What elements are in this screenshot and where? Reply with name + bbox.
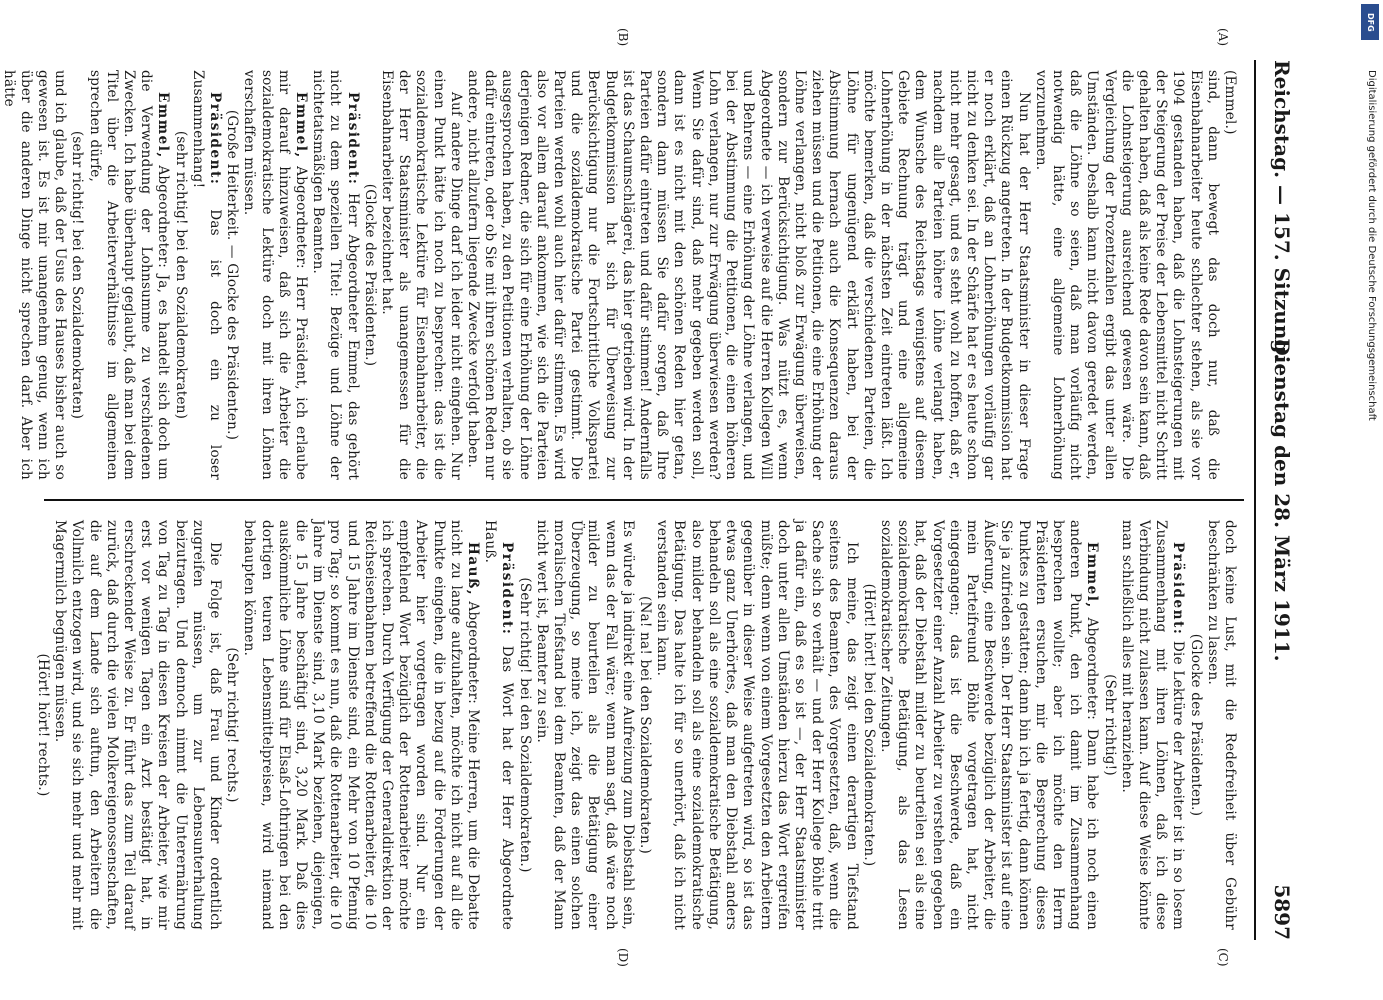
digitization-attribution: [1365, 10, 1377, 990]
page-header: [1262, 60, 1302, 940]
paragraph: [171, 70, 188, 480]
paragraph: [309, 70, 361, 480]
paragraph-text: Die Folge ist, daß Frau und Kinder ordentlich zugreifen müssen, um zur Lebensunterhaltung beizutragen. Und dennoch nimmt die Unterernährung von Tag zu Tag in diesen Kreisen der Arbeiter, wie mir erst vor wenigen Tagen ein Arzt bestätigt hat, in erschreckender Weise zu. Er führt das zum Teil darauf zurück, daß durch die vielen Molkereigenossenschaften, die auf dem Lande sich auftun, den Arbeitern die Vollmilch entzogen wird, und sie sich mehr und mehr mit Magermilch begnügen müssen.: [52, 520, 224, 930]
paragraph: [51, 520, 223, 930]
margin-marker-c: (C): [1216, 948, 1230, 967]
paragraph: [378, 70, 464, 480]
paragraph-text: sind, dann bewegt das doch nur, daß die Eisenbahnarbeiter heute schlechter stehen, als sie vor 1904 gestanden haben, daß die Lohnsteigerungen mit der Steigerung der Preise der Lebensmittel nicht Schritt gehalten haben, daß als keine Rede davon sein kann, daß die Lohnsteigerung ausreichend gewesen wäre. Die Vergleichung der Prozentzahlen ergibt das unter allen Umständen. Deshalb kann nicht davon geredet werden, daß die Löhne so seien, daß man vorläufig nicht notwendig hätte, eine allgemeine Lohnerhöhung vorzunehmen.: [1032, 70, 1221, 480]
paragraph: [515, 520, 532, 930]
paragraph-text: Abgeordneter: Dann habe ich noch einen anderen Punkt, den ich damit im Zusammenhang besprechen wollte; aber ich möchte den Herrn Präsidenten ersuchen, mir die Besprechung dieses Punktes zu gestatten; dann bin ich ja fertig, dann können Sie ja zufrieden sein. Der Herr Staatsminister ist auf eine Äußerung, eine Beschwerde bezüglich der Arbeiter, die mein Parteifreund Böhle vorgetragen hat, nicht eingegangen; das ist die Beschwerde, daß ein Vorgesetzter einer Anzahl Arbeiter zu verstehen gegeben hat, daß der Diebstahl milder zu beurteilen sei als eine sozialdemokratische Betätigung, als das Lesen sozialdemokratischer Zeitungen.: [877, 520, 1101, 930]
paragraph-text: Das Wort hat der Herr Abgeordnete Hauß.: [482, 520, 516, 930]
paragraph-text: doch keine Lust, mit die Redefreiheit über Gebühr beschränken zu lassen.: [1204, 520, 1238, 930]
attribution-text: Digitalisierung gefördert durch die Deutsche Forschungsgemeinschaft: [1366, 70, 1377, 421]
paragraph: [1100, 520, 1117, 930]
header-rule: [1254, 60, 1256, 940]
margin-marker-b: (B): [616, 28, 630, 47]
paragraph-text: Auf andere Dinge darf ich leider nicht eingehen. Nur einen Punkt hätte ich noch zu besprechen: das ist die sozialdemokratische Lektüre für Eisenbahnarbeiter, die der Herr Staatsminister als unangemessen für die Eisenbahnarbeiter bezeichnet hat.: [379, 70, 464, 480]
paragraph: [34, 520, 51, 930]
paragraph: [223, 70, 240, 480]
left-text-column: [0, 70, 1238, 480]
paragraph-text: Die Lektüre der Arbeiter ist in so losem Zusammenhang mit ihren Löhnen, daß ich diese Verbindung nicht zulassen kann. Auf diese Weise könnte man schließlich alles mit heranziehen.: [1118, 520, 1187, 930]
paragraph: [1032, 70, 1221, 480]
paragraph-text: Es würde ja indirekt eine Aufreizung zum Diebstahl sein, wenn das der Fall wäre; wenn man sagt, daß wäre noch milder zu beurteilen als die Betätigung einer Überzeugung, so meine ich, zeigt das einen solchen moralischen Tiefstand bei dem Beamten, daß der Mann nicht wert ist, Beamter zu sein.: [533, 520, 636, 930]
paragraph-text: Ich meine, das zeigt einen derartigen Tiefstand seitens des Beamten, des Vorgesetzten, daß, wenn die Sache sich so verhält — und der Herr Kollege Böhle tritt ja dafür ein, daß es so ist —, der Herr Staatsminister doch unter allen Umständen hierzu das Wort ergreifen müßte; denn wenn von einem Vorgesetzten den Arbeitern gegenüber in dieser Weise aufgetreten wird, so ist das etwas ganz Unerhörtes, daß man den Diebstahl anders behandeln soll als eine sozialdemokratische Betätigung, also milder behandeln soll als eine sozialdemokratische Betätigung. Das halte ich für so unerhört, daß ich nicht verstanden sein kann.: [654, 520, 860, 930]
paragraph-text: Nun hat der Herr Staatsminister in dieser Frage einen Rückzug angetreten. In der Budgetkommission hat er noch erklärt, daß an Lohnerhöhungen vorläufig gar nicht zu denken sei. In der Schärfe hat er es heute schon nicht mehr gesagt, und es steht wohl zu hoffen, daß er, nachdem alle Parteien höhere Löhne verlangt haben, dem Wunsche des Reichstags wenigstens auf diesem Gebiete Rechnung trägt und eine allgemeine Lohnerhöhung in der nächsten Zeit eintreten läßt. Ich möchte bemerken, daß die verschiedenen Parteien, die Löhne für ungenügend erklärt haben, bei der Abstimmung hernach auch die Konsequenzen daraus ziehen müssen und die Petitionen, die eine Erhöhung der Löhne verlangen, nicht bloß zur Erwägung überweisen, sondern zur Berücksichtigung. Was nützt es, wenn Abgeordnete — ich verweise auf die Herren Kollegen Will und Behrens — eine Erhöhung der Löhne verlangen, und bei der Abstimmung die Petitionen, die einen höheren Lohn verlangen, nur zur Erwägung überwiesen werden? Wenn Sie dafür sind, daß mehr gegeben werden soll, dann ist es nicht mit den schönen Reden hier getan, sondern dann müssen Sie dafür sorgen, daß Ihre Parteien dafür eintreten und dafür stimmen! Andernfalls ist das Schaumschlägerei, das hier getrieben wird. In der Budgetkommission hat sich für Überweisung zur Berücksichtigung nur die Fortschrittliche Volkspartei und die sozialdemokratische Partei gestimmt. Die Parteien werden wohl auch hier dafür stimmen. Es wird also vor allem darauf ankommen, wie sich die Parteien derjenigen Redner, die sich für eine Erhöhung der Löhne ausgesprochen haben, zu den Petitionen verhalten, ob sie dafür eintreten, oder ob Sie mit ihren schönen Reden nur andere, nicht allzufern liegende Zwecke verfolgt haben.: [465, 70, 1032, 480]
paragraph: [240, 70, 309, 480]
margin-marker-a: (A): [1216, 28, 1230, 47]
paragraph: [481, 520, 515, 930]
paragraph-text: (Sehr richtig!): [1101, 674, 1118, 776]
paragraph-text: (Hört! hört! bei den Sozialdemokraten.): [860, 583, 877, 867]
paragraph: [223, 520, 240, 930]
paragraph: [68, 70, 85, 480]
paragraph-text: (Na! na! bei den Sozialdemokraten.): [637, 596, 654, 854]
paragraph: [189, 70, 223, 480]
page-number: 5897: [1270, 884, 1294, 940]
paragraph: [877, 520, 1101, 930]
speaker-name: Emmel,: [1084, 542, 1101, 609]
speaker-name: Präsident:: [499, 542, 516, 636]
right-text-column: [34, 520, 1238, 930]
paragraph-text: Abgeordneter: Ja, es handelt sich doch um die Verwendung der Lohnsumme zu verschiedenen Zwecken. Ich habe überhaupt geglaubt, daß man bei dem Titel über die Arbeiterverhältnisse im allgemeinen sprechen dürfe,: [86, 70, 172, 480]
paragraph-text: (Große Heiterkeit. — Glocke des Präsidenten.): [224, 109, 241, 441]
paragraph: [1186, 520, 1203, 930]
paragraph-text: (sehr richtig! bei den Sozialdemokraten): [69, 130, 86, 420]
paragraph: [240, 520, 481, 930]
paragraph: [1118, 520, 1187, 930]
paragraph: [85, 70, 171, 480]
paragraph: [361, 70, 378, 480]
speaker-name: Präsident:: [1170, 542, 1187, 636]
paragraph: [860, 520, 877, 930]
margin-marker-d: (D): [616, 948, 630, 967]
paragraph: [1204, 520, 1238, 930]
paragraph-text: Herr Abgeordneter Emmel, das gehört nicht zu dem speziellen Titel: Bezüge und Löhne der nichtetatsmäßigen Beamten.: [310, 70, 361, 480]
paragraph: [653, 520, 859, 930]
paragraph-text: (Glocke des Präsidenten.): [361, 183, 378, 367]
speaker-name: Präsident:: [344, 92, 361, 186]
header-title-left: Reichstag. — 157. Sitzung.: [1270, 60, 1294, 361]
paragraph: [533, 520, 636, 930]
paragraph: [1221, 70, 1238, 480]
speaker-name: Präsident:: [207, 92, 224, 186]
dfg-logo: DFG: [1361, 4, 1379, 40]
speaker-name: Emmel,: [155, 92, 172, 159]
paragraph-text: Das ist doch ein zu loser Zusammenhang!: [189, 70, 224, 480]
paragraph-text: Abgeordneter: Herr Präsident, ich erlaube mir darauf hinzuweisen, daß sich die Arbeiter die sozialdemokratische Lektüre doch mit ihren Löhnen verschaffen müssen.: [241, 70, 310, 480]
paragraph-text: (sehr richtig! bei den Sozialdemokraten): [172, 130, 189, 420]
paragraph-text: (Sehr richtig! rechts.): [224, 647, 241, 803]
paragraph-text: Abgeordneter: Meine Herren, um die Debatte nicht zu lange aufzuhalten, möchte ich nicht auf all die Punkte eingehen, die in bezug auf die Forderungen der Arbeiter hier vorgetragen worden sind. Nur ein empfehlend Wort bezüglich der Rottenarbeiter möchte ich sprechen. Durch Verfügung der Generaldirektion der Reichseisenbahnen betreffend die Rottenarbeiter, die 10 und 15 Jahre im Dienste sind, ein Mehr von 10 Pfennig pro Tag; so kommt es nun, daß die Rottenarbeiter, die 10 Jahre im Dienste sind, 3,10 Mark beziehen, diejenigen, die 15 Jahre beschäftigt sind, 3,20 Mark. Daß dies auskömmliche Löhne sind für Elsaß-Lothringen bei den dortigen teuren Lebensmittelpreisen, wird niemand behaupten können.: [241, 520, 482, 930]
speaker-name: Hauß,: [465, 542, 482, 597]
paragraph-text: (Glocke des Präsidenten.): [1187, 633, 1204, 817]
column-divider: [44, 499, 1244, 501]
paragraph-text: (Hört! hört! rechts.): [34, 653, 51, 797]
paragraph: [636, 520, 653, 930]
paragraph-text: und ich glaube, daß der Usus des Hauses bisher auch so gewesen ist. Es ist mir unangenehm genug, wenn ich über die anderen Dinge nicht sprechen darf. Aber ich hätte: [0, 70, 69, 480]
paragraph: [464, 70, 1032, 480]
paragraph-text: (Emmel.): [1222, 70, 1238, 135]
speaker-name: Emmel,: [293, 92, 310, 159]
header-date: Dienstag den 28. März 1911.: [1270, 338, 1294, 662]
paragraph: [0, 70, 68, 480]
paragraph-text: (Sehr richtig! bei den Sozialdemokraten.): [516, 577, 533, 873]
